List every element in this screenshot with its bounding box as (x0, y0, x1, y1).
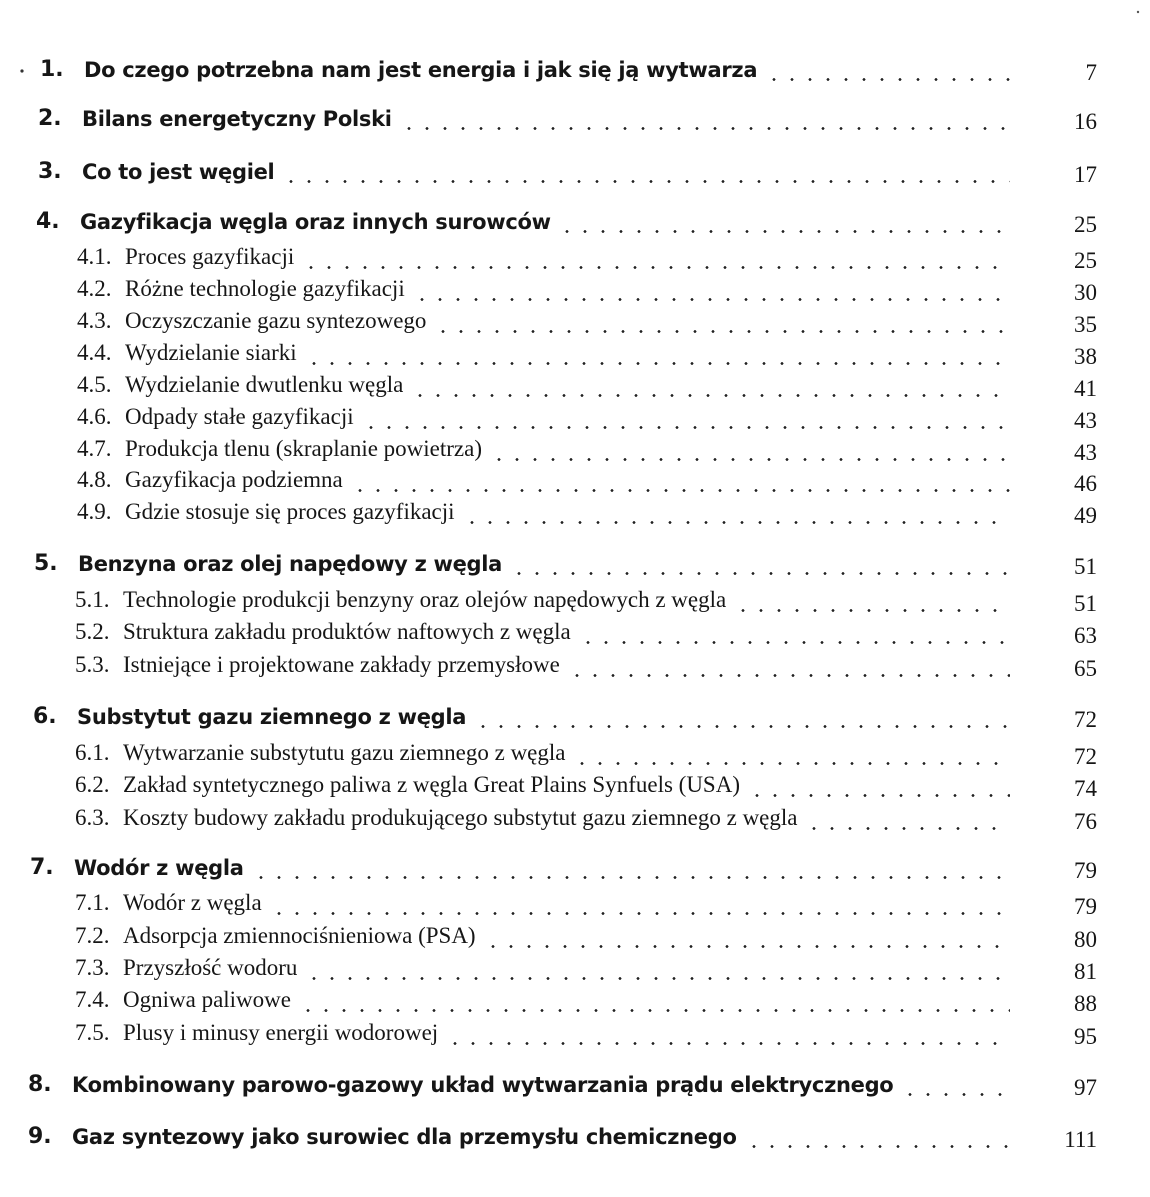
entry-title: Wydzielanie dwutlenku węgla (125, 372, 404, 397)
entry-number: 6.1. (75, 740, 110, 765)
entry-number: 4.9. (77, 499, 112, 524)
entry-page-number: 43 (1074, 408, 1097, 433)
entry-title: Oczyszczanie gazu syntezowego (125, 308, 427, 333)
entry-number: 5.3. (75, 652, 110, 677)
leader-dots (411, 394, 1010, 397)
leader-dots (282, 180, 1010, 183)
leader-dots (270, 912, 1010, 915)
entry-title: Wodór z węgla (74, 856, 244, 880)
toc-subentry (77, 272, 1097, 306)
entry-title: Wodór z węgla (123, 890, 262, 915)
entry-page-number: 81 (1074, 959, 1097, 984)
toc-entry (30, 850, 1097, 884)
toc-entry (38, 101, 1097, 135)
entry-title: Gazyfikacja węgla oraz innych surowców (80, 210, 551, 234)
entry-title: Przyszłość wodoru (123, 955, 298, 980)
leader-dots (748, 794, 1010, 797)
entry-page-number: 65 (1074, 656, 1097, 681)
entry-title: Struktura zakładu produktów naftowych z węgla (123, 619, 571, 644)
entry-title: Adsorpcja zmiennociśnieniowa (PSA) (123, 923, 476, 948)
entry-number: 4.3. (77, 308, 112, 333)
leader-dots (765, 78, 1010, 81)
entry-number: 7.3. (75, 955, 110, 980)
leader-dots (302, 266, 1010, 269)
toc-entry (40, 52, 1097, 86)
entry-page-number: 76 (1074, 809, 1097, 834)
entry-number: 7.4. (75, 987, 110, 1012)
leader-dots (446, 1042, 1010, 1045)
leader-dots (434, 330, 1010, 333)
toc-subentry (75, 736, 1097, 770)
entry-number: 3. (38, 159, 62, 184)
entry-number: 2. (38, 106, 62, 131)
entry-page-number: 49 (1074, 503, 1097, 528)
leader-dots (579, 641, 1010, 644)
entry-number: 9. (28, 1124, 52, 1149)
toc-subentry (75, 919, 1097, 953)
entry-number: 6. (33, 704, 57, 729)
entry-page-number: 111 (1064, 1127, 1097, 1152)
leader-dots (299, 1009, 1010, 1012)
entry-page-number: 46 (1074, 471, 1097, 496)
entry-title: Ogniwa paliwowe (123, 987, 291, 1012)
entry-page-number: 74 (1074, 776, 1097, 801)
entry-title: Istniejące i projektowane zakłady przemysłowe (123, 652, 560, 677)
toc-subentry (75, 648, 1097, 682)
leader-dots (734, 609, 1010, 612)
entry-page-number: 7 (1085, 60, 1097, 85)
toc-subentry (75, 983, 1097, 1017)
entry-number: 7.1. (75, 890, 110, 915)
entry-page-number: 25 (1074, 212, 1097, 237)
toc-subentry (75, 801, 1097, 835)
entry-title: Proces gazyfikacji (125, 244, 295, 269)
entry-number: 5.2. (75, 619, 110, 644)
toc-subentry (75, 615, 1097, 649)
leader-dots (558, 230, 1010, 233)
leader-dots (305, 362, 1010, 365)
entry-page-number: 51 (1074, 554, 1097, 579)
entry-number: 5.1. (75, 587, 110, 612)
leader-dots (573, 762, 1010, 765)
entry-page-number: 97 (1074, 1075, 1097, 1100)
toc-subentry (75, 583, 1097, 617)
entry-title: Plusy i minusy energii wodorowej (123, 1020, 439, 1045)
entry-number: 7.5. (75, 1020, 110, 1045)
entry-title: Gazyfikacja podziemna (125, 467, 343, 492)
entry-page-number: 95 (1074, 1024, 1097, 1049)
entry-title: Gaz syntezowy jako surowiec dla przemysłu chemicznego (72, 1125, 737, 1149)
toc-subentry (75, 768, 1097, 802)
leader-dots (305, 977, 1010, 980)
entry-title: Do czego potrzebna nam jest energia i jak się ją wytwarza (84, 58, 758, 82)
entry-title: Wytwarzanie substytutu gazu ziemnego z węgla (123, 740, 566, 765)
entry-page-number: 72 (1074, 744, 1097, 769)
toc-entry (34, 546, 1097, 580)
entry-page-number: 51 (1074, 591, 1097, 616)
entry-title: Technologie produkcji benzyny oraz olejów napędowych z węgla (123, 587, 727, 612)
leader-dots (568, 674, 1010, 677)
leader-dots (413, 298, 1010, 301)
toc-subentry (75, 951, 1097, 985)
entry-number: 4.2. (77, 276, 112, 301)
entry-title: Zakład syntetycznego paliwa z węgla Great Plains Synfuels (USA) (123, 772, 740, 797)
entry-number: 7.2. (75, 923, 110, 948)
toc-entry (28, 1067, 1097, 1101)
leader-dots (490, 458, 1010, 461)
entry-page-number: 16 (1074, 109, 1097, 134)
entry-page-number: 79 (1074, 858, 1097, 883)
entry-title: Benzyna oraz olej napędowy z węgla (78, 552, 503, 576)
entry-number: 4.5. (77, 372, 112, 397)
entry-title: Gdzie stosuje się proces gazyfikacji (125, 499, 455, 524)
toc-entry (33, 699, 1097, 733)
toc-subentry (75, 886, 1097, 920)
toc-subentry (77, 240, 1097, 274)
toc-subentry (77, 463, 1097, 497)
toc-subentry (75, 1016, 1097, 1050)
entry-page-number: 63 (1074, 623, 1097, 648)
entry-number: 8. (28, 1072, 52, 1097)
toc-entry (28, 1119, 1097, 1153)
entry-page-number: 79 (1074, 894, 1097, 919)
toc-subentry (77, 432, 1097, 466)
entry-page-number: 38 (1074, 344, 1097, 369)
entry-page-number: 30 (1074, 280, 1097, 305)
entry-title: Bilans energetyczny Polski (82, 107, 392, 131)
leader-dots (805, 827, 1010, 830)
leader-dots (463, 521, 1010, 524)
entry-title: Substytut gazu ziemnego z węgla (77, 705, 467, 729)
entry-title: Co to jest węgiel (82, 160, 275, 184)
leader-dots (362, 426, 1010, 429)
entry-number: 4.8. (77, 467, 112, 492)
entry-title: Odpady stałe gazyfikacji (125, 404, 354, 429)
toc-subentry (77, 368, 1097, 402)
toc-subentry (77, 400, 1097, 434)
leader-dots (252, 876, 1010, 879)
entry-title: Kombinowany parowo-gazowy układ wytwarzania prądu elektrycznego (72, 1073, 894, 1097)
entry-title: Wydzielanie siarki (125, 340, 297, 365)
entry-number: 4. (36, 209, 60, 234)
entry-title: Różne technologie gazyfikacji (125, 276, 405, 301)
entry-number: 4.6. (77, 404, 112, 429)
leader-dots (745, 1145, 1010, 1148)
leader-dots (400, 127, 1010, 130)
entry-number: 4.4. (77, 340, 112, 365)
toc-subentry (77, 495, 1097, 529)
entry-page-number: 72 (1074, 707, 1097, 732)
entry-number: 5. (34, 551, 58, 576)
leader-dots (351, 489, 1010, 492)
entry-number: 6.3. (75, 805, 110, 830)
entry-page-number: 41 (1074, 376, 1097, 401)
leader-dots (510, 572, 1010, 575)
entry-page-number: 80 (1074, 927, 1097, 952)
leader-dots (901, 1093, 1010, 1096)
entry-page-number: 88 (1074, 991, 1097, 1016)
entry-number: 4.1. (77, 244, 112, 269)
entry-page-number: 25 (1074, 248, 1097, 273)
toc-subentry (77, 304, 1097, 338)
entry-title: Koszty budowy zakładu produkującego substytut gazu ziemnego z węgla (123, 805, 798, 830)
entry-number: 7. (30, 855, 54, 880)
entry-page-number: 35 (1074, 312, 1097, 337)
leader-dots (474, 725, 1010, 728)
entry-number: 4.7. (77, 436, 112, 461)
toc-entry (38, 154, 1097, 188)
entry-number: 6.2. (75, 772, 110, 797)
toc-entry (36, 204, 1097, 238)
entry-page-number: 43 (1074, 440, 1097, 465)
entry-page-number: 17 (1074, 162, 1097, 187)
leader-dots (484, 945, 1010, 948)
toc-subentry (77, 336, 1097, 370)
entry-title: Produkcja tlenu (skraplanie powietrza) (125, 436, 483, 461)
entry-number: 1. (40, 57, 64, 82)
